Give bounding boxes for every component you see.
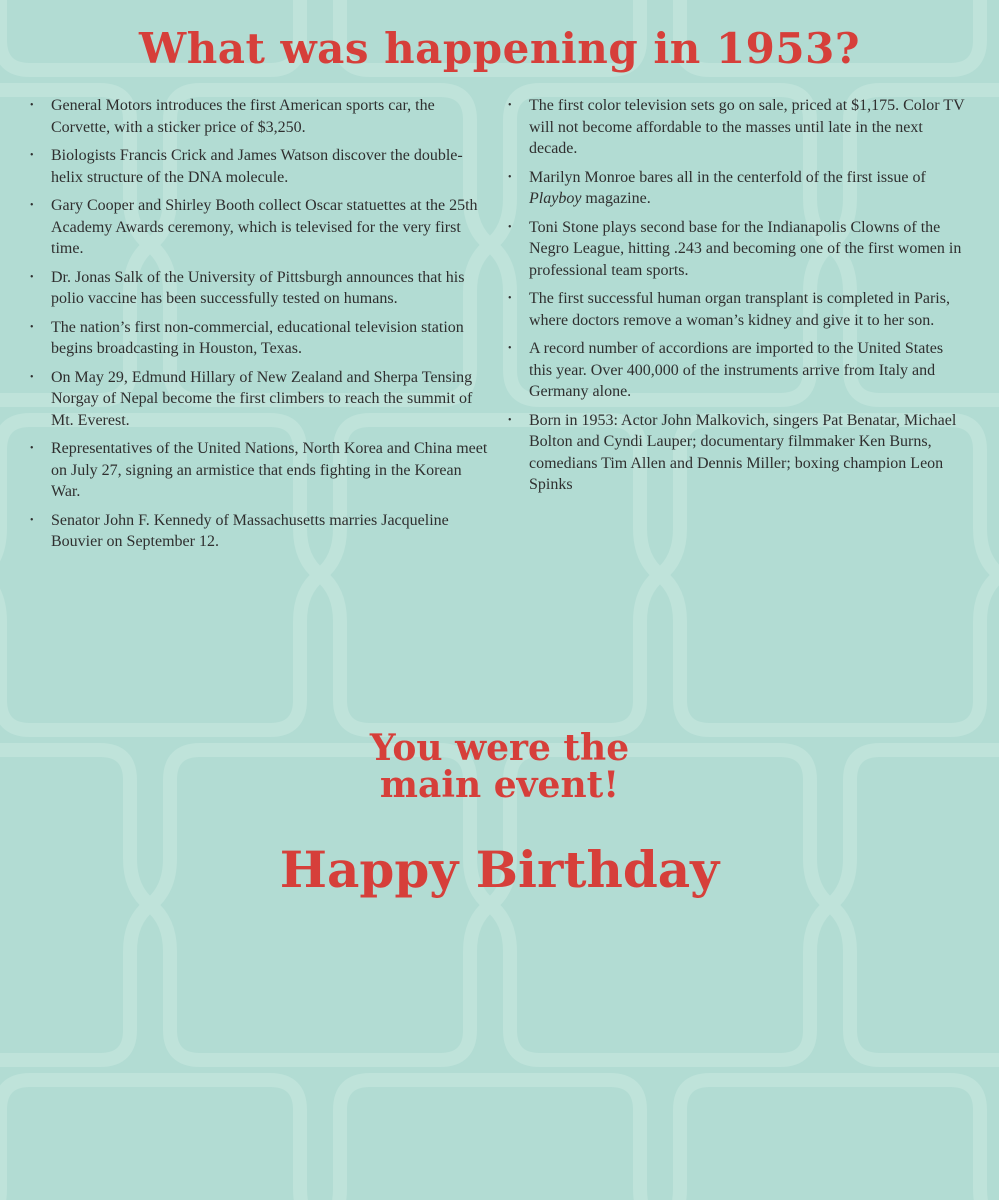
magazine-title: Playboy [529,190,582,207]
bullet-icon: • [508,100,512,111]
fact-item [30,510,490,553]
fact-text: The nation’s first non-commercial, educational television station begins broadcasting in Houston, Texas. [51,318,464,357]
fact-text: Dr. Jonas Salk of the University of Pittsburgh announces that his polio vaccine has been successfully tested on humans. [51,268,465,307]
fact-text: Representatives of the United Nations, North Korea and China meet on July 27, signing an armistice that ends fighting in the Korean War. [51,440,488,500]
bullet-icon: • [30,200,34,211]
fact-item [508,288,970,331]
fact-item [30,438,490,503]
fact-item [508,217,970,282]
fact-text: General Motors introduces the first American sports car, the Corvette, with a sticker price of $3,250. [51,97,435,136]
bullet-icon: • [30,150,34,161]
main-event-line-1: You were the [369,727,630,769]
fact-item [30,145,490,188]
bullet-icon: • [508,293,512,304]
fact-item [508,410,970,496]
bullet-icon: • [30,321,34,333]
facts-list-left [30,95,490,560]
fact-text: The first successful human organ transplant is completed in Paris, where doctors remove a woman’s kidney and give it to her son. [529,290,950,329]
fact-text-after: magazine. [581,190,651,207]
bullet-icon: • [508,171,512,183]
fact-text-before: Marilyn Monroe bares all in the centerfold of the first issue of [529,168,926,186]
fact-item [508,338,970,403]
fact-text: Biologists Francis Crick and James Watson discover the double-helix structure of the DNA molecule. [51,147,463,186]
fact-text: On May 29, Edmund Hillary of New Zealand and Sherpa Tensing Norgay of Nepal become the first climbers to reach the summit of Mt. Everest. [51,368,473,429]
bullet-icon: • [30,100,34,111]
fact-item [30,267,490,310]
fact-item [30,317,490,360]
fact-item [30,195,490,260]
bullet-icon: • [30,271,34,283]
facts-list-right [508,95,970,503]
main-event-line-2: main event! [379,764,620,806]
fact-item [30,95,490,138]
bullet-icon: • [508,343,512,354]
fact-item [30,367,490,432]
main-event-heading [0,727,999,806]
fact-text: Born in 1953: Actor John Malkovich, singers Pat Benatar, Michael Bolton and Cyndi Lauper; documentary filmmaker Ken Burns, comedians Tim Allen and Dennis Miller; boxing champion Leon Spinks [529,411,957,493]
fact-text: Gary Cooper and Shirley Booth collect Oscar statuettes at the 25th Academy Awards ceremony, which is televised for the very first time. [51,197,478,257]
fact-text: Toni Stone plays second base for the Indianapolis Clowns of the Negro League, hitting .243 and becoming one of the first women in professional team sports. [529,218,962,279]
bullet-icon: • [508,221,512,233]
happy-birthday-heading: Happy Birthday [279,840,720,899]
fact-text: A record number of accordions are imported to the United States this year. Over 400,000 of the instruments arrive from Italy and Germany alone. [529,340,944,400]
page-title: What was happening in 1953? [139,24,860,73]
fact-text: The first color television sets go on sale, priced at $1,175. Color TV will not become affordable to the masses until late in the next decade. [529,97,965,157]
bullet-icon: • [30,443,34,454]
fact-item [508,95,970,160]
fact-item [508,167,970,210]
fact-text: Senator John F. Kennedy of Massachusetts marries Jacqueline Bouvier on September 12. [51,511,449,550]
bullet-icon: • [508,414,512,426]
bullet-icon: • [30,514,34,526]
bullet-icon: • [30,371,34,383]
